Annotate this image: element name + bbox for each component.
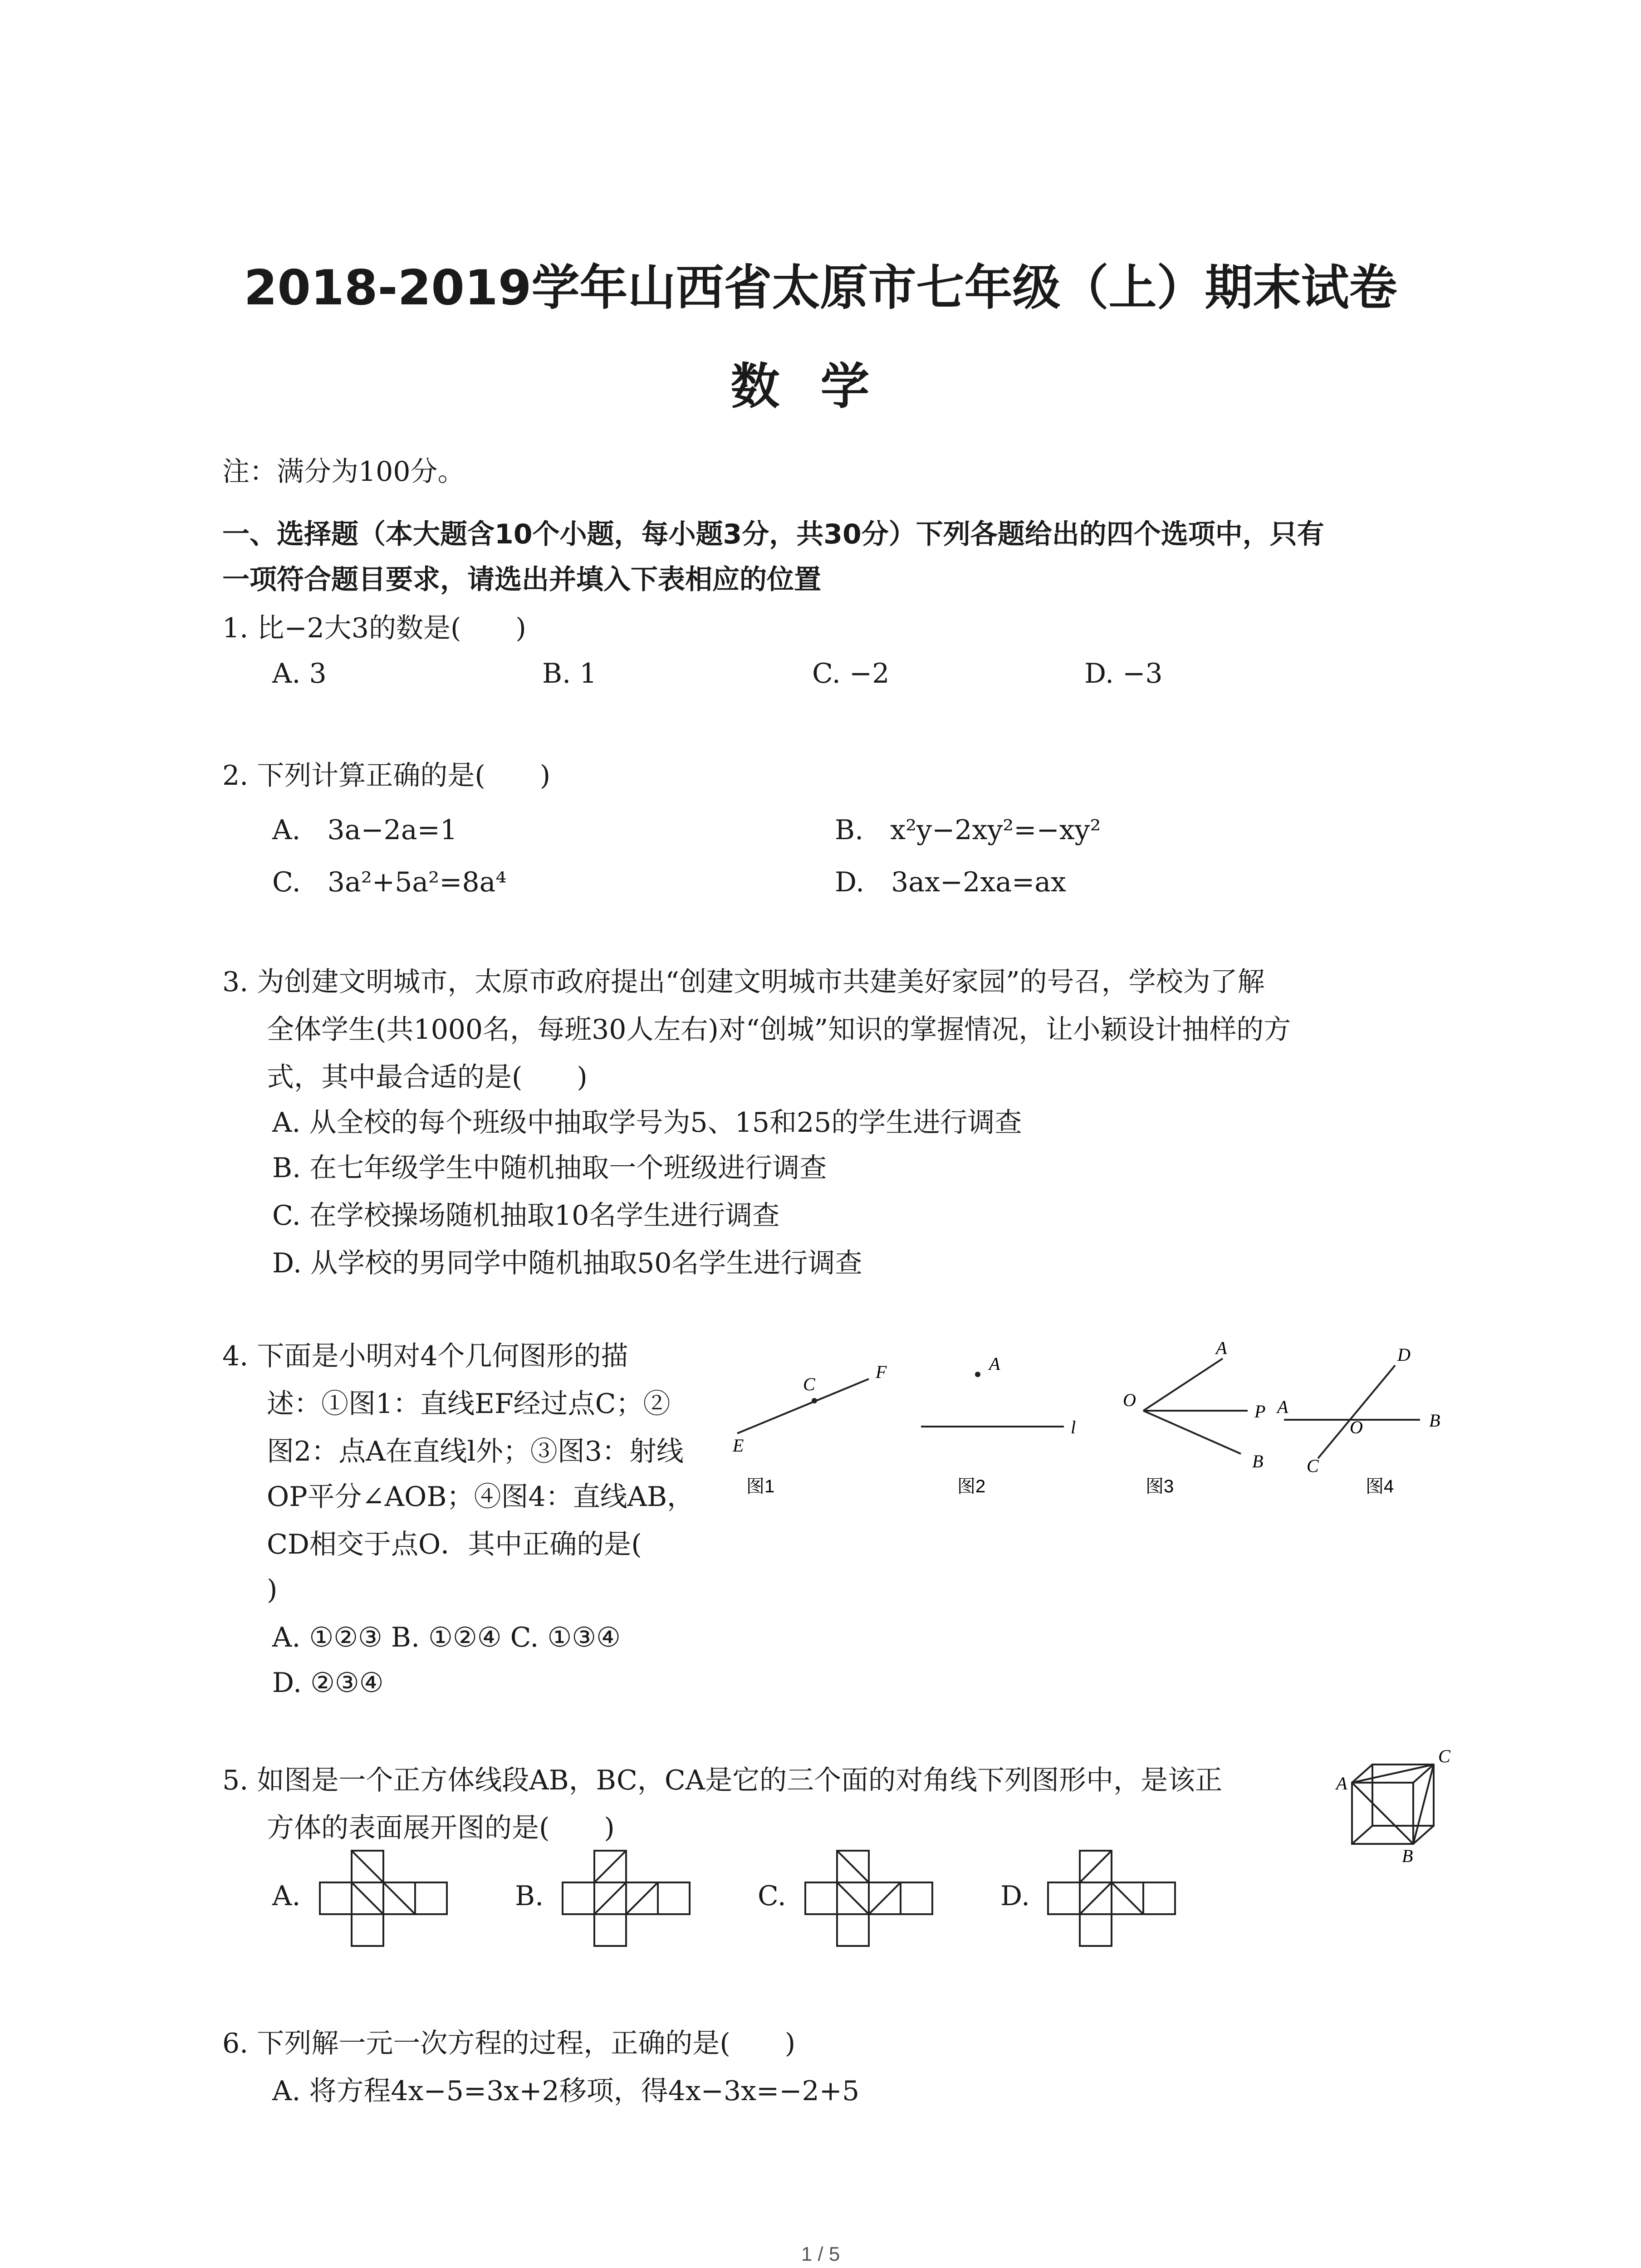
q5-option-c-label: C. [758,1880,786,1912]
q1-option-c: C. −2 [812,658,890,689]
q2-option-a-label: A. [272,814,301,846]
q3-option-d: D. 从学校的男同学中随机抽取50名学生进行调查 [272,1247,862,1279]
q5-option-b-label: B. [515,1880,544,1912]
q4-line3: 图2：点A在直线l外；③图3：射线 [267,1436,684,1467]
exam-title: 2018-2019学年山西省太原市七年级（上）期末试卷 [244,260,1397,316]
fig1-label-f: F [876,1362,887,1382]
cube-label-b: B [1402,1846,1413,1866]
q2-option-c-label: C. [272,866,301,898]
cube-label-a: A [1336,1773,1347,1794]
q6-option-a: A. 将方程4x−5=3x+2移项，得4x−3x=−2+5 [272,2075,860,2107]
q6-stem: 6. 下列解一元一次方程的过程，正确的是( ) [222,2028,796,2059]
q3-option-a: A. 从全校的每个班级中抽取学号为5、15和25的学生进行调查 [272,1107,1022,1139]
q1-stem: 1. 比−2大3的数是( ) [222,612,526,644]
fig4-label-c: C [1307,1456,1319,1476]
subject-title: 数学 [730,358,911,415]
net-option-b [563,1851,690,1946]
q4-options-line2: D. ②③④ [272,1667,384,1699]
q2-option-b-expr: x²y−2xy²=−xy² [890,814,1101,846]
q5-option-d-label: D. [1000,1880,1030,1912]
q4-line1: 4. 下面是小明对4个几何图形的描 [222,1340,628,1372]
fig4-label-b: B [1429,1410,1440,1431]
score-note: 注：满分为100分。 [222,456,465,488]
q3-line1: 3. 为创建文明城市，太原市政府提出“创建文明城市共建美好家园”的号召，学校为了解 [222,966,1265,998]
fig3-label-b: B [1252,1451,1264,1471]
page-number: 1 / 5 [801,2243,840,2265]
q1-option-b: B. 1 [542,658,597,689]
q4-line2: 述：①图1：直线EF经过点C；② [267,1388,671,1420]
fig4-caption: 图4 [1366,1476,1394,1496]
q2-stem: 2. 下列计算正确的是( ) [222,760,551,792]
fig1-label-c: C [803,1374,815,1394]
q5-line1: 5. 如图是一个正方体线段AB，BC，CA是它的三个面的对角线下列图形中，是该正 [222,1765,1223,1796]
q4-line4: OP平分∠AOB；④图4：直线AB， [267,1481,695,1513]
q2-option-b-label: B. [835,814,864,846]
fig2-caption: 图2 [957,1476,986,1496]
fig2-label-l: l [1071,1417,1076,1437]
q3-option-b: B. 在七年级学生中随机抽取一个班级进行调查 [272,1152,827,1184]
section-heading-line1: 一、选择题（本大题含10个小题，每小题3分，共30分）下列各题给出的四个选项中，只有 [222,518,1324,550]
q3-line2: 全体学生(共1000名，每班30人左右)对“创城”知识的掌握情况，让小颖设计抽样的方 [267,1014,1291,1046]
q1-option-d: D. −3 [1084,658,1163,689]
fig4-label-a: A [1277,1397,1288,1417]
net-option-a [320,1851,447,1946]
q3-line3: 式，其中最合适的是( ) [267,1061,588,1093]
q1-option-a: A. 3 [272,658,327,689]
fig3-caption: 图3 [1146,1476,1174,1496]
fig1-label-e: E [733,1435,744,1456]
q5-line2: 方体的表面展开图的是( ) [267,1812,615,1844]
net-option-d [1048,1851,1175,1946]
fig3-label-p: P [1254,1401,1266,1422]
fig4-label-d: D [1397,1344,1411,1365]
section-heading-line2: 一项符合题目要求，请选出并填入下表相应的位置 [222,564,821,596]
cube-label-c: C [1438,1746,1450,1766]
q2-option-d-expr: 3ax−2xa=ax [891,866,1066,898]
q4-line6: ) [267,1574,278,1606]
q5-option-a-label: A. [272,1880,301,1912]
fig2-label-a: A [989,1354,1000,1374]
net-option-c [805,1851,932,1946]
q3-option-c: C. 在学校操场随机抽取10名学生进行调查 [272,1200,780,1232]
fig4-label-o: O [1350,1417,1363,1437]
q2-option-c-expr: 3a²+5a²=8a⁴ [327,866,507,898]
fig3-label-a: A [1216,1338,1227,1358]
fig3-label-o: O [1123,1390,1136,1410]
fig1-caption: 图1 [746,1476,775,1496]
q2-option-a-expr: 3a−2a=1 [327,814,458,846]
q2-option-d-label: D. [835,866,865,898]
q4-options-line1: A. ①②③ B. ①②④ C. ①③④ [272,1622,621,1653]
q4-line5: CD相交于点O．其中正确的是( [267,1529,642,1560]
